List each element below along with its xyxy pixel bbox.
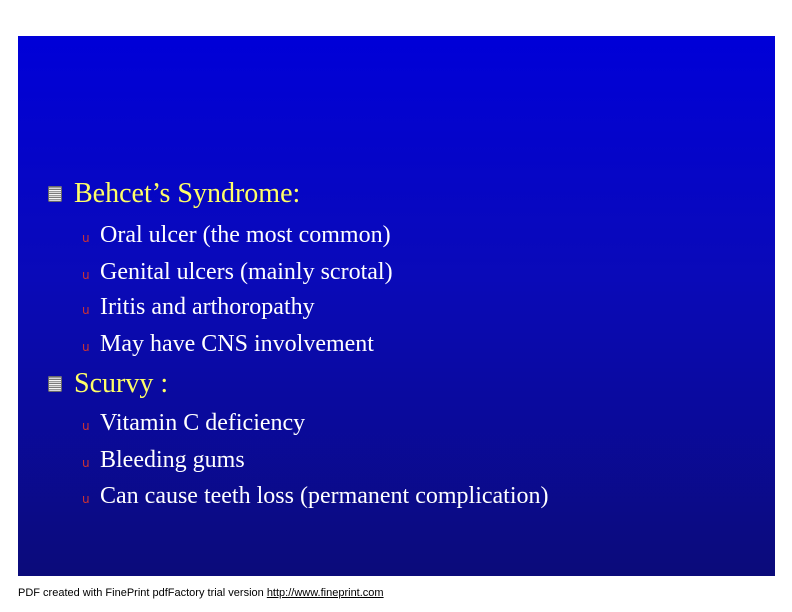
slide: [18, 36, 775, 576]
list-item: [82, 444, 245, 476]
footer-link[interactable]: http://www.fineprint.com: [266, 587, 384, 599]
heading-bullet-icon: [48, 186, 62, 202]
list-item-text: May have CNS involvement: [100, 331, 374, 357]
section-heading-text: Behcet’s Syndrome:: [74, 178, 301, 209]
sub-bullet-icon: u: [82, 267, 90, 282]
list-item-text: Can cause teeth loss (permanent complication): [100, 483, 549, 509]
list-item-text: Genital ulcers (mainly scrotal): [100, 259, 393, 285]
list-item: [82, 256, 393, 288]
list-item-text: Oral ulcer (the most common): [100, 222, 391, 248]
sub-bullet-icon: u: [82, 302, 90, 317]
sub-bullet-icon: u: [82, 339, 90, 354]
list-item: [82, 291, 315, 323]
list-item: [82, 328, 374, 360]
pdf-footer: [18, 587, 384, 599]
list-item-text: Iritis and arthoropathy: [100, 294, 315, 320]
list-item-text: Vitamin C deficiency: [100, 410, 306, 436]
list-item: [82, 480, 549, 512]
section-heading-behcet: [48, 177, 300, 211]
list-item: [82, 219, 391, 251]
sub-bullet-icon: u: [82, 455, 90, 470]
list-item: [82, 407, 305, 439]
section-heading-scurvy: [48, 367, 168, 401]
sub-bullet-icon: u: [82, 230, 90, 245]
list-item-text: Bleeding gums: [100, 447, 245, 473]
heading-bullet-icon: [48, 376, 62, 392]
section-heading-text: Scurvy :: [74, 368, 169, 399]
footer-text: PDF created with FinePrint pdfFactory trial version: [18, 587, 267, 599]
sub-bullet-icon: u: [82, 418, 90, 433]
sub-bullet-icon: u: [82, 491, 90, 506]
